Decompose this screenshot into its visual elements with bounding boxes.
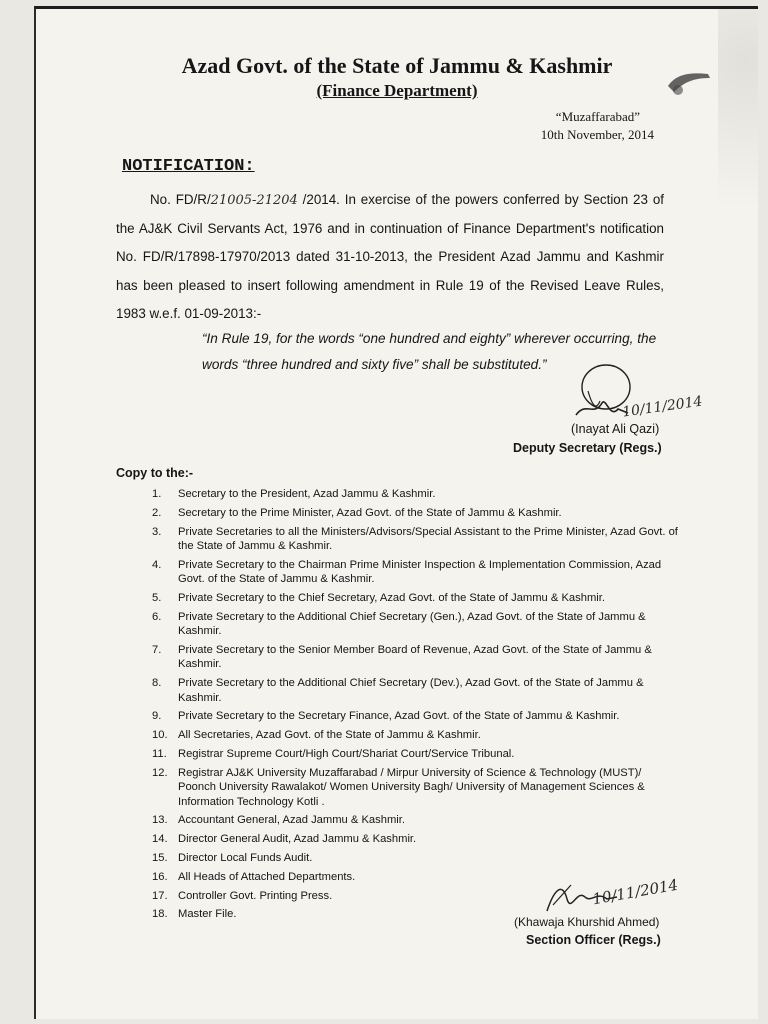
signature-1-date: 10/11/2014 bbox=[621, 393, 704, 421]
signer-2-designation: Section Officer (Regs.) bbox=[526, 933, 661, 947]
list-item: 1. Secretary to the President, Azad Jammu & Kashmir. bbox=[152, 488, 436, 500]
list-item: 14. Director General Audit, Azad Jammu & Kashmir. bbox=[152, 833, 417, 846]
list-item: 3. Private Secretaries to all the Ministers/Advisors/Special Assistant to the Prime Minister, Azad Govt. of the State of Jammu & Kashmir. bbox=[152, 525, 678, 552]
notification-body bbox=[116, 186, 664, 328]
notification-heading: NOTIFICATION: bbox=[122, 157, 255, 176]
department-name: (Finance Department) bbox=[316, 81, 478, 100]
list-item: 5. Private Secretary to the Chief Secretary, Azad Govt. of the State of Jammu & Kashmir. bbox=[152, 592, 605, 604]
handwritten-number: 21005-21204 bbox=[210, 193, 298, 208]
issue-date: 10th November, 2014 bbox=[540, 127, 654, 142]
copy-to-heading: Copy to the:- bbox=[116, 466, 194, 480]
amendment-quote: “In Rule 19, for the words “one hundred and eighty” wherever occurring, the words “three hundred and sixty five” shall be substituted.” bbox=[202, 331, 657, 372]
notification-text: /2014. In exercise of the powers conferred by Section 23 of the AJ&K Civil Servants Act, 1976 and in continuation of Finance Department's notification No. FD/R/17898-17970/2013 dated 31-10-2013, the President Azad Jammu and Kashmir has been pleased to insert following amendment in Rule 19 of the Revised Leave Rules, 1983 w.e.f. 01-09-2013:- bbox=[116, 192, 664, 321]
list-item: 8. Private Secretary to the Additional Chief Secretary (Dev.), Azad Govt. of the State of Jammu & Kashmir. bbox=[152, 677, 644, 704]
list-item: 16. All Heads of Attached Departments. bbox=[152, 870, 356, 883]
signature-2-date: 10/11/2014 bbox=[591, 875, 680, 909]
list-item: 13. Accountant General, Azad Jammu & Kashmir. bbox=[152, 814, 405, 827]
list-item: 18. Master File. bbox=[152, 908, 237, 921]
list-item: 17. Controller Govt. Printing Press. bbox=[152, 889, 333, 902]
list-item: 2. Secretary to the Prime Minister, Azad Govt. of the State of Jammu & Kashmir. bbox=[152, 506, 562, 519]
list-item: 6. Private Secretary to the Additional Chief Secretary (Gen.), Azad Govt. of the State of Jammu & Kashmir. bbox=[152, 610, 646, 638]
signer-1-name: (Inayat Ali Qazi) bbox=[571, 422, 660, 436]
list-item: 11. Registrar Supreme Court/High Court/Shariat Court/Service Tribunal. bbox=[152, 748, 515, 760]
document-page bbox=[34, 6, 758, 1019]
list-item: 12. Registrar AJ&K University Muzaffarabad / Mirpur University of Science & Technology (MUST)/ Poonch University Rawalakot/ Women University Bagh/ University of Management Sciences & Information Technology Kotli . bbox=[152, 766, 645, 808]
list-item: 10. All Secretaries, Azad Govt. of the State of Jammu & Kashmir. bbox=[152, 729, 481, 742]
government-title: Azad Govt. of the State of Jammu & Kashmir bbox=[181, 53, 613, 78]
copy-to-list bbox=[120, 487, 680, 926]
list-item: 9. Private Secretary to the Secretary Finance, Azad Govt. of the State of Jammu & Kashmir. bbox=[152, 710, 620, 723]
list-item: 15. Director Local Funds Audit. bbox=[152, 852, 313, 864]
signer-1-designation: Deputy Secretary (Regs.) bbox=[513, 441, 662, 455]
list-item: 4. Private Secretary to the Chairman Prime Minister Inspection & Implementation Commission, Azad Govt. of the State of Jammu & Kashmir. bbox=[152, 558, 662, 586]
list-item: 7. Private Secretary to the Senior Member Board of Revenue, Azad Govt. of the State of Jammu & Kashmir. bbox=[152, 644, 652, 671]
signer-2-name: (Khawaja Khurshid Ahmed) bbox=[514, 915, 660, 929]
issue-place: “Muzaffarabad” bbox=[555, 109, 640, 124]
notification-no-prefix: No. FD/R/ bbox=[150, 192, 211, 207]
